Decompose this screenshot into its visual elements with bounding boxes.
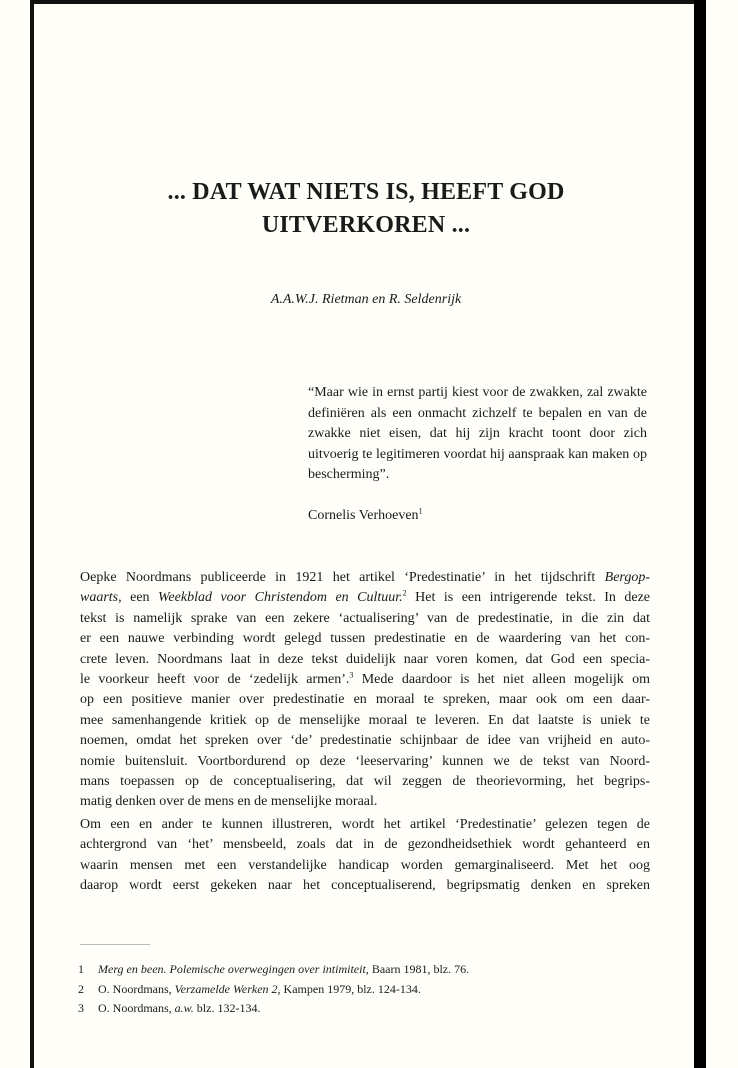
title-line-2: UITVERKOREN ... [261, 212, 471, 238]
paragraph-1 [80, 568, 650, 813]
footnote: 2 O. Noordmans, Verzamelde Werken 2, Kampen 1979, blz. 124-134. [78, 981, 421, 996]
article-title [80, 176, 652, 242]
authors: A.A.W.J. Rietman en R. Seldenrijk [270, 292, 462, 307]
paragraph-line: noemen, omdat het spreken over ‘de’ predestinatie schijnbaar de idee van vrijheid en auto- [80, 733, 650, 749]
footnote-rule [80, 944, 150, 945]
footnotes [78, 960, 638, 1019]
epigraph-author-name: Cornelis Verhoeven [308, 508, 419, 523]
footnote: 1 Merg en been. Polemische overwegingen over intimiteit, Baarn 1981, blz. 76. [78, 962, 470, 976]
footnote-ref-1: 1 [418, 506, 423, 516]
epigraph-quote: “Maar wie in ernst partij kiest voor de zwakken, zal zwakte definiëren als een onmacht zichzelf te bepalen en van de zwakke niet eisen, dat hij zijn kracht toont door zich uitvoerig te legitimeren voordat hij aanspraak kan maken op bescherming”. [308, 385, 647, 483]
epigraph-author [308, 508, 423, 524]
paragraph-line: op een positieve manier over predestinatie en moraal te spreken, maar ook om een daar- [80, 692, 650, 708]
paragraph-line: waarts, een Weekblad voor Christendom en Cultuur.$^2$ Het is een intrigerende tekst. In deze [80, 588, 650, 606]
title-line-1: ... DAT WAT NIETS IS, HEEFT GOD [167, 179, 565, 205]
paragraph-line: er een nauwe verbinding wordt gelegd tussen predestinatie en de waardering van het con- [80, 631, 650, 647]
scan-border-right [694, 0, 706, 1068]
paragraph-line: mee samenhangende kritiek op de menselijke moraal te leveren. En dat laatste is uniek te [80, 712, 650, 728]
footnote-ref-2: 2 [402, 588, 407, 598]
paragraph-line: waarin mensen met een verstandelijke handicap worden gemarginaliseerd. Met het oog [80, 857, 650, 873]
paragraph-line: mans toepassen op de conceptualisering, dat wil zeggen de theorievorming, het begrips- [80, 774, 650, 790]
paragraph-line: Oepke Noordmans publiceerde in 1921 het artikel ‘Predestinatie’ in het tijdschrift Bergop- [80, 570, 650, 585]
paragraph-line: matig denken over de mens en de menselijke moraal. [80, 794, 378, 810]
paragraph-line: nomie buitensluit. Voortbordurend op deze ‘leeservaring’ kunnen we de tekst van Noord- [80, 753, 650, 769]
scan-border-left [30, 0, 34, 1068]
paragraph-line: Om een en ander te kunnen illustreren, wordt het artikel ‘Predestinatie’ gelezen tegen de [80, 817, 650, 832]
paragraph-line: le voorkeur heeft voor de ‘zedelijk armen’.$^3$ Mede daardoor is het niet alleen mogelijk om [80, 670, 650, 688]
paragraph-line: tekst is namelijk sprake van een zekere ‘actualisering’ van de predestinatie, in die zin dat [80, 610, 650, 626]
footnote: 3 O. Noordmans, a.w. blz. 132-134. [78, 1001, 261, 1015]
paragraph-line: achtergrond van ‘het’ mensbeeld, zoals dat in de gezondheidsethiek wordt gehanteerd en [80, 837, 650, 853]
paragraph-line: crete leven. Noordmans laat in deze tekst duidelijk naar voren komen, dat God een specia- [80, 651, 650, 667]
paragraph-2 [80, 815, 650, 897]
scan-border-top [30, 0, 706, 4]
paragraph-line: daarop wordt eerst gekeken naar het conceptualiserend, begripsmatig denken en spreken [80, 878, 650, 894]
footnote-ref-3: 3 [349, 670, 354, 680]
